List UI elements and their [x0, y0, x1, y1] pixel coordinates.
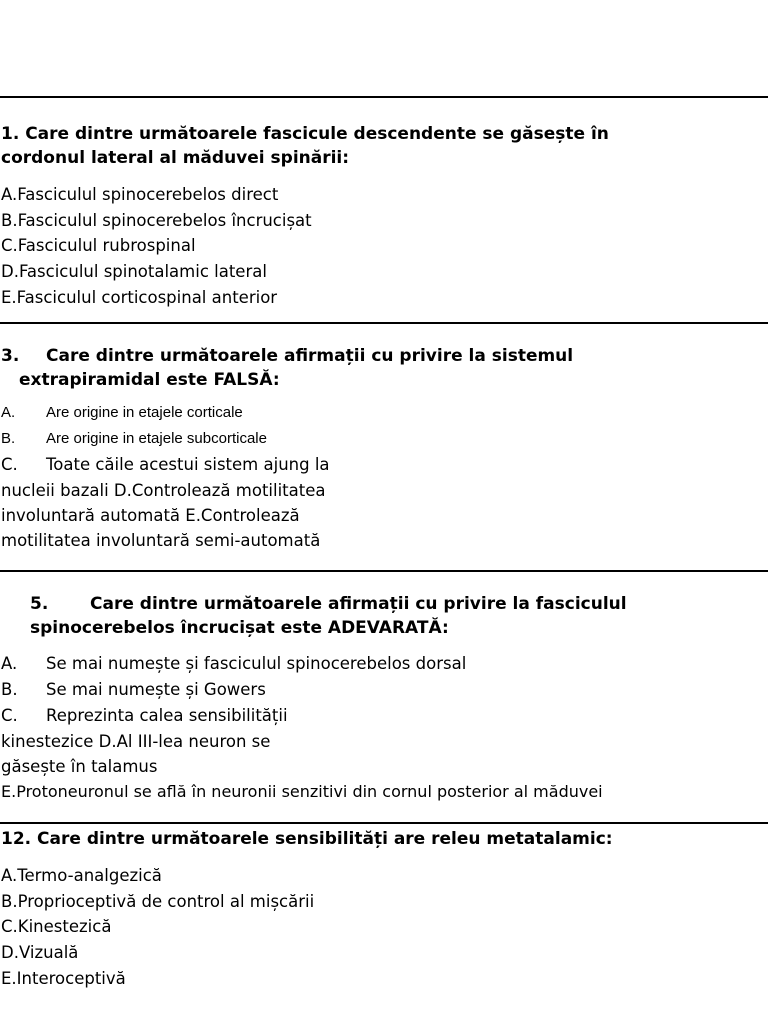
question-3-continuation-2: involuntară automată E.Controlează: [1, 506, 300, 525]
question-12-option-e: E.Interoceptivă: [1, 969, 126, 988]
question-1-title: 1. Care dintre următoarele fascicule descendente se găsește în cordonul lateral al măduvei spinării:: [1, 124, 609, 168]
question-12-option-d: D.Vizuală: [1, 943, 79, 962]
top-divider: [0, 96, 768, 98]
question-3-option-b: B. Are origine in etajele subcorticale: [1, 430, 267, 447]
question-12-option-c: C.Kinestezică: [1, 917, 112, 936]
question-12-option-b: B.Proprioceptivă de control al mișcării: [1, 892, 315, 911]
divider-3: [0, 822, 768, 824]
question-3-continuation-3: motilitatea involuntară semi-automată: [1, 531, 321, 550]
question-5-title: 5. Care dintre următoarele afirmații cu privire la fasciculul spinocerebelos încrucișat este ADEVARATĂ:: [30, 594, 627, 638]
question-12-title: 12. Care dintre următoarele sensibilități are releu metatalamic:: [1, 829, 613, 849]
question-1-option-b: B.Fasciculul spinocerebelos încrucișat: [1, 211, 312, 230]
question-5-continuation-2: găsește în talamus: [1, 757, 158, 776]
question-3-number: 3.: [1, 346, 20, 366]
question-3-title: 3. Care dintre următoarele afirmații cu privire la sistemul extrapiramidal este FALSĂ:: [1, 346, 574, 390]
question-1-option-e: E.Fasciculul corticospinal anterior: [1, 288, 278, 307]
question-1-option-c: C.Fasciculul rubrospinal: [1, 236, 196, 255]
question-5-number: 5.: [30, 594, 49, 614]
question-5-continuation-3: E.Protoneuronul se află în neuronii senzitivi din cornul posterior al măduvei: [1, 782, 603, 801]
question-1-option-d: D.Fasciculul spinotalamic lateral: [1, 262, 267, 281]
question-5-continuation-1: kinestezice D.Al III-lea neuron se: [1, 732, 271, 751]
question-5-option-a: A. Se mai numește și fasciculul spinocerebelos dorsal: [1, 654, 467, 673]
question-3-option-a: A. Are origine in etajele corticale: [1, 404, 243, 421]
question-5-option-b: B. Se mai numește și Gowers: [1, 680, 266, 699]
question-1-option-a: A.Fasciculul spinocerebelos direct: [1, 185, 279, 204]
divider-1: [0, 322, 768, 324]
question-5-option-c: C. Reprezinta calea sensibilității: [1, 706, 288, 725]
question-3-continuation-1: nucleii bazali D.Controlează motilitatea: [1, 481, 326, 500]
question-3-option-c: C. Toate căile acestui sistem ajung la: [1, 455, 330, 474]
divider-2: [0, 570, 768, 572]
question-12-option-a: A.Termo-analgezică: [1, 866, 162, 885]
